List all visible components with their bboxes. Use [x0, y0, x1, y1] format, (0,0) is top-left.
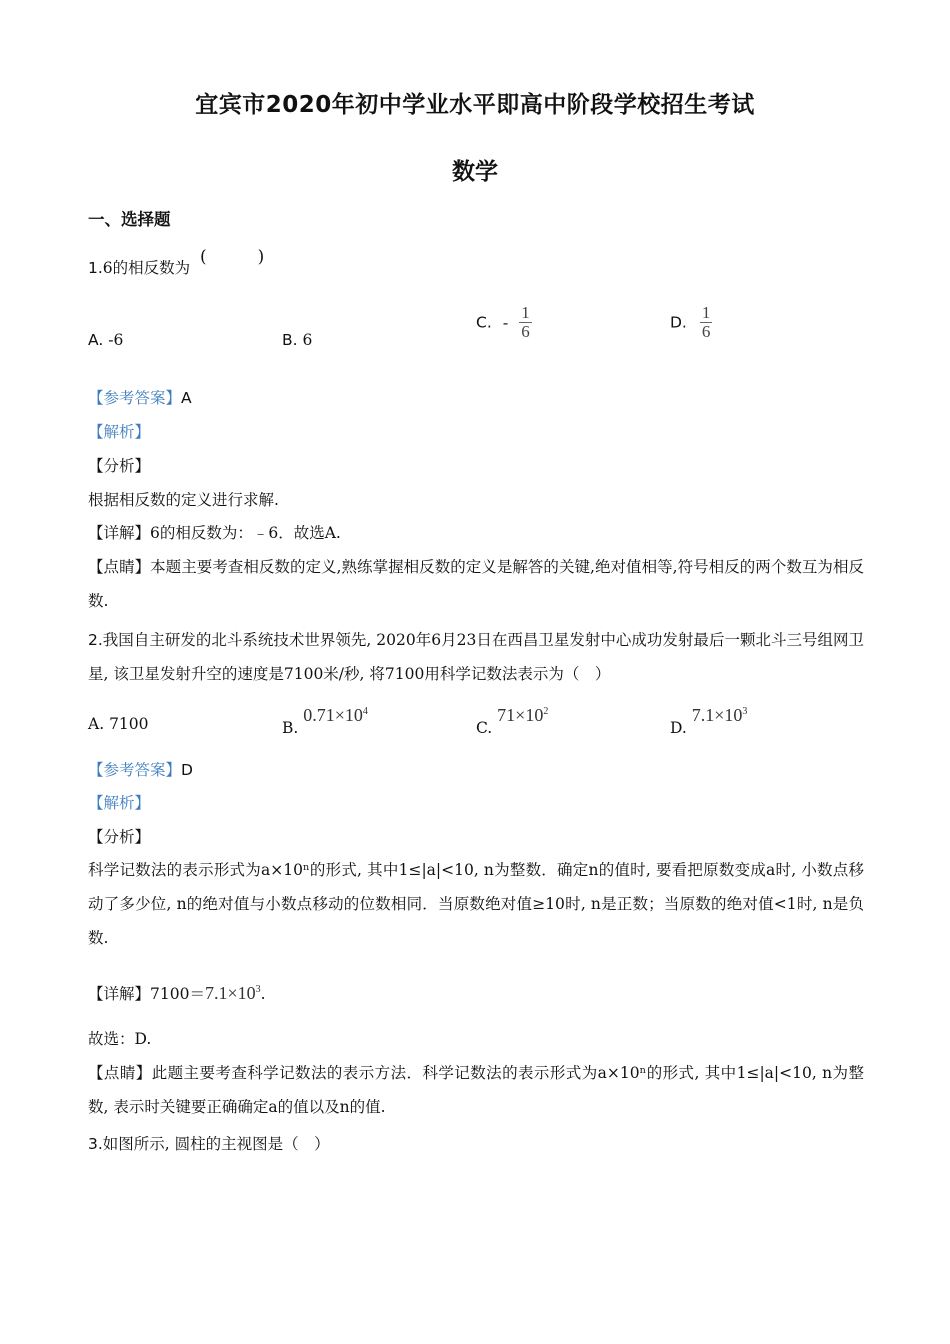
- question-2-stem: [88, 623, 864, 691]
- choose-text: 故选：D.: [88, 1030, 152, 1048]
- option-d: [670, 304, 712, 341]
- exam-title: 宜宾市2020年初中学业水平即高中阶段学校招生考试: [195, 92, 755, 118]
- math-expression: [692, 705, 748, 725]
- option-label: A.: [88, 331, 104, 349]
- question-text: 如图所示, 圆柱的主视图是（ ）: [102, 1135, 330, 1153]
- question-1-stem: [88, 257, 190, 279]
- math-expression: [303, 705, 368, 725]
- fraction: [519, 304, 532, 341]
- option-a: [88, 713, 149, 735]
- question-text: 我国自主研发的北斗系统技术世界领先, 2020年6月23日在西昌卫星发射中心成功发射最后一颗北斗三号组网卫星, 该卫星发射升空的速度是7100米/秒, 将7100用科学记数法表示为（ ）: [88, 631, 864, 683]
- answer-value: A: [181, 389, 192, 407]
- question-3-stem: [88, 1133, 330, 1155]
- math-exponent: 4: [362, 706, 368, 717]
- option-label: A.: [88, 715, 105, 733]
- comment-text: 本题主要考查相反数的定义,熟练掌握相反数的定义是解答的关键,绝对值相等,符号相反的两个数互为相反数.: [88, 558, 864, 610]
- fraction-denominator: 6: [701, 322, 711, 341]
- option-b: [282, 329, 312, 351]
- option-label: B.: [282, 331, 298, 349]
- option-c: [476, 701, 549, 737]
- math-exponent: 3: [255, 984, 261, 995]
- answer-tag: 【参考答案】: [88, 389, 182, 407]
- option-text: -6: [108, 331, 124, 349]
- exam-subject: 数学: [452, 159, 498, 185]
- option-label: D.: [670, 313, 687, 332]
- answer-line: [88, 759, 193, 781]
- detail-tag: 【详解】: [88, 985, 151, 1003]
- comment-paragraph: [88, 1056, 864, 1124]
- question-number: 3.: [88, 1135, 103, 1153]
- fraction-denominator: 6: [521, 322, 530, 341]
- detail-line: [88, 979, 266, 1005]
- minus-sign: -: [502, 313, 509, 332]
- detail-suffix: .: [260, 985, 266, 1003]
- comment-paragraph: [88, 550, 864, 618]
- fraction: [700, 304, 713, 341]
- answer-value: D: [181, 761, 193, 779]
- question-number: 2.: [88, 631, 103, 649]
- answer-blank: ( ): [200, 247, 265, 267]
- detail-tag: 【详解】: [88, 524, 151, 542]
- detail-prefix: 7100＝: [150, 985, 205, 1003]
- answer-tag: 【参考答案】: [88, 761, 182, 779]
- option-a: [88, 329, 123, 351]
- math-base: 7.1×10: [204, 983, 256, 1003]
- fenxi-tag: 【分析】: [88, 828, 151, 846]
- math-base: 71×10: [497, 705, 544, 725]
- option-label: C.: [476, 313, 492, 332]
- option-text: 7100: [109, 715, 149, 733]
- fraction-numerator: 1: [521, 303, 530, 322]
- detail-text: 6的相反数为：﹣6．故选A.: [150, 524, 341, 542]
- comment-tag: 【点睛】: [88, 558, 151, 576]
- math-expression: [497, 705, 548, 725]
- detail-line: [88, 522, 341, 544]
- math-exponent: 3: [742, 706, 748, 717]
- math-expression: [205, 983, 261, 1003]
- option-label: B.: [282, 719, 299, 737]
- fenxi-text: 根据相反数的定义进行求解.: [88, 491, 279, 509]
- question-number: 1.: [88, 259, 103, 277]
- analysis-tag: 【解析】: [88, 794, 151, 812]
- option-text: 6: [302, 331, 313, 349]
- fraction-numerator: 1: [701, 303, 711, 322]
- math-base: 0.71×10: [303, 705, 363, 725]
- question-text: 6的相反数为: [102, 259, 191, 277]
- comment-text: 此题主要考查科学记数法的表示方法．科学记数法的表示形式为a×10ⁿ的形式, 其中1≤|a|<10, n为整数, 表示时关键要正确确定a的值以及n的值.: [88, 1064, 864, 1116]
- option-d: [670, 701, 748, 737]
- option-c: [476, 304, 532, 341]
- fenxi-text: 科学记数法的表示形式为a×10ⁿ的形式, 其中1≤|a|<10, n为整数．确定n的值时, 要看把原数变成a时, 小数点移动了多少位, n的绝对值与小数点移动的位数相同．当原数绝对值≥10时, n是正数；当原数的绝对值<1时, n是负数.: [88, 861, 864, 947]
- math-exponent: 2: [543, 706, 549, 717]
- section-heading: 一、选择题: [88, 210, 171, 229]
- comment-tag: 【点睛】: [88, 1064, 152, 1082]
- option-b: [282, 701, 368, 737]
- analysis-tag: 【解析】: [88, 423, 151, 441]
- option-label: C.: [476, 719, 493, 737]
- answer-line: [88, 387, 192, 409]
- option-label: D.: [670, 719, 687, 737]
- math-base: 7.1×10: [691, 705, 743, 725]
- fenxi-tag: 【分析】: [88, 457, 151, 475]
